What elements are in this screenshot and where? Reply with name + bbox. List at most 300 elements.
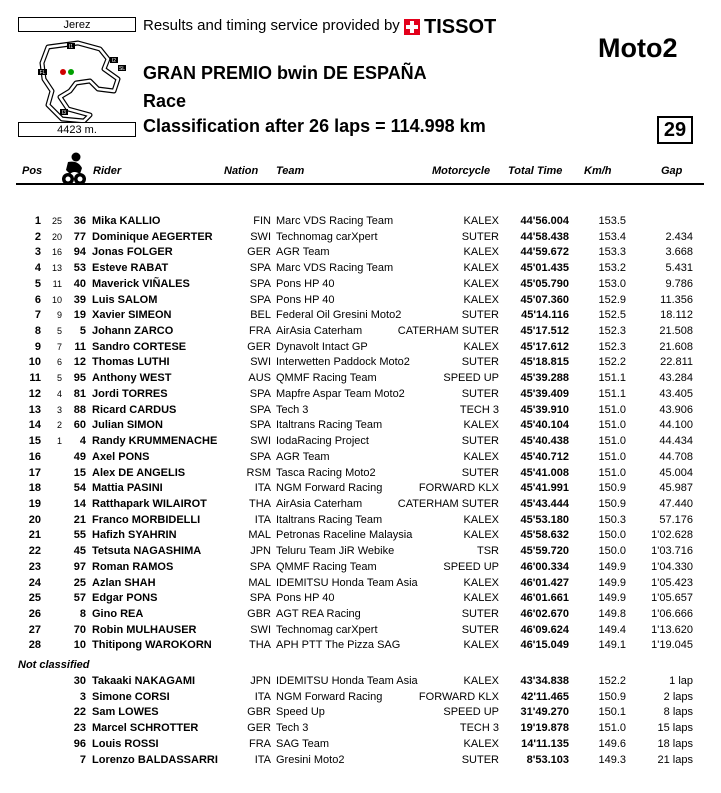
row-kmh: 151.1 <box>598 372 626 385</box>
row-kmh: 151.0 <box>598 403 626 416</box>
row-number: 19 <box>73 309 86 322</box>
row-kmh: 152.2 <box>598 356 626 369</box>
row-gap: 18 laps <box>657 737 693 750</box>
row-rider: Louis ROSSI <box>92 737 159 750</box>
table-row <box>0 545 721 560</box>
row-gap: 22.811 <box>660 356 693 369</box>
row-rider: Luis SALOM <box>92 293 158 306</box>
row-nation: ITA <box>254 690 271 703</box>
row-motorcycle: KALEX <box>463 215 499 227</box>
row-team: Gresini Moto2 <box>276 753 345 766</box>
row-team: Tech 3 <box>276 722 309 735</box>
table-row <box>0 388 721 403</box>
row-pos: 22 <box>28 545 41 558</box>
row-grid: 25 <box>51 216 62 226</box>
marker-i3: I3 <box>61 110 67 116</box>
row-grid: 1 <box>56 436 62 447</box>
row-gap: 9.786 <box>665 277 693 290</box>
row-motorcycle: KALEX <box>463 675 499 687</box>
row-motorcycle: SUTER <box>461 753 499 766</box>
row-team: IDEMITSU Honda Team Asia <box>276 576 418 589</box>
row-kmh: 151.0 <box>598 450 626 463</box>
row-team: Teluru Team JiR Webike <box>276 545 395 558</box>
table-row <box>0 675 721 690</box>
row-motorcycle: KALEX <box>463 262 499 275</box>
row-nation: SPA <box>249 419 271 432</box>
row-motorcycle: SUTER <box>461 466 499 479</box>
row-total-time: 46'02.670 <box>520 608 569 620</box>
row-pos: 17 <box>28 466 41 479</box>
row-pos: 26 <box>28 608 41 620</box>
row-team: Technomag carXpert <box>276 230 378 243</box>
row-number: 55 <box>73 529 86 542</box>
row-gap: 21 laps <box>657 753 693 766</box>
row-kmh: 153.4 <box>598 230 626 243</box>
row-nation: GBR <box>247 608 271 620</box>
row-team: NGM Forward Racing <box>276 690 383 703</box>
row-total-time: 31'49.270 <box>520 706 569 719</box>
circuit-name: Jerez <box>18 17 136 32</box>
row-total-time: 8'53.103 <box>526 753 569 766</box>
row-kmh: 149.1 <box>598 639 626 652</box>
row-rider: Franco MORBIDELLI <box>92 513 201 526</box>
marker-sl: SL <box>118 66 126 72</box>
row-motorcycle: KALEX <box>463 340 499 353</box>
row-motorcycle: KALEX <box>463 737 499 750</box>
row-total-time: 46'00.334 <box>520 560 569 573</box>
row-rider: Roman RAMOS <box>92 560 174 573</box>
row-nation: MAL <box>248 529 271 542</box>
row-gap: 2.434 <box>665 230 693 243</box>
row-kmh: 151.0 <box>598 466 626 479</box>
row-gap: 44.100 <box>659 419 693 432</box>
row-total-time: 45'07.360 <box>520 293 569 306</box>
row-rider: Axel PONS <box>92 450 150 463</box>
class-title: Moto2 <box>598 33 678 63</box>
row-gap: 1'13.620 <box>651 623 693 636</box>
row-motorcycle: KALEX <box>463 419 499 432</box>
row-number: 49 <box>73 450 86 463</box>
row-number: 81 <box>73 387 86 400</box>
row-total-time: 45'17.612 <box>520 340 569 353</box>
row-team: AGR Team <box>276 246 330 259</box>
row-team: QMMF Racing Team <box>276 560 377 573</box>
row-nation: FIN <box>253 215 271 227</box>
row-kmh: 151.0 <box>598 435 626 448</box>
table-row <box>0 325 721 340</box>
row-pos: 8 <box>34 325 41 338</box>
session-name: Race <box>143 91 187 111</box>
row-kmh: 149.4 <box>598 623 626 636</box>
row-pos: 10 <box>28 356 41 369</box>
row-pos: 28 <box>28 639 41 652</box>
row-kmh: 149.9 <box>598 592 626 605</box>
table-row <box>0 435 721 450</box>
table-row <box>0 608 721 623</box>
row-grid: 5 <box>56 326 62 337</box>
table-row <box>0 738 721 753</box>
col-motorcycle: Motorcycle <box>432 165 491 177</box>
row-kmh: 151.0 <box>598 722 626 735</box>
table-row <box>0 561 721 576</box>
row-number: 77 <box>73 230 86 243</box>
row-rider: Sandro CORTESE <box>92 340 187 353</box>
col-nation: Nation <box>224 165 259 177</box>
row-total-time: 45'53.180 <box>520 513 569 526</box>
row-motorcycle: SUTER <box>461 623 499 636</box>
row-grid: 4 <box>56 388 62 399</box>
row-rider: Azlan SHAH <box>92 576 156 589</box>
table-row <box>0 467 721 482</box>
row-motorcycle: SPEED UP <box>443 372 499 385</box>
row-kmh: 149.6 <box>598 737 626 750</box>
row-team: Pons HP 40 <box>276 592 335 605</box>
row-nation: JPN <box>250 545 271 558</box>
row-pos: 13 <box>28 403 41 416</box>
row-gap: 45.004 <box>659 466 693 479</box>
row-team: AGT REA Racing <box>276 608 361 620</box>
table-row <box>0 451 721 466</box>
motorcycle-rider-icon <box>60 152 88 186</box>
row-pos: 24 <box>28 576 41 589</box>
row-gap: 1'06.666 <box>651 608 693 620</box>
row-pos: 5 <box>34 277 41 290</box>
row-total-time: 43'34.838 <box>520 675 569 687</box>
row-kmh: 150.3 <box>598 513 626 526</box>
row-kmh: 153.0 <box>598 277 626 290</box>
table-row <box>0 754 721 769</box>
row-gap: 1'05.657 <box>651 592 693 605</box>
row-rider: Julian SIMON <box>92 419 163 432</box>
row-nation: JPN <box>250 675 271 687</box>
row-kmh: 150.1 <box>598 706 626 719</box>
brand-text: TISSOT <box>424 15 497 38</box>
table-row <box>0 341 721 356</box>
row-team: IDEMITSU Honda Team Asia <box>276 675 418 687</box>
row-gap: 57.176 <box>659 513 693 526</box>
row-nation: SPA <box>249 277 271 290</box>
row-motorcycle: SUTER <box>461 356 499 369</box>
row-gap: 2 laps <box>663 690 693 703</box>
row-number: 22 <box>73 706 86 719</box>
row-total-time: 45'17.512 <box>520 325 569 338</box>
row-rider: Johann ZARCO <box>92 325 174 338</box>
row-nation: GER <box>247 246 271 259</box>
col-kmh: Km/h <box>584 165 612 177</box>
row-nation: AUS <box>248 372 271 385</box>
row-number: 12 <box>73 356 86 369</box>
row-nation: SPA <box>249 293 271 306</box>
row-number: 23 <box>73 722 86 735</box>
table-row <box>0 404 721 419</box>
row-team: AirAsia Caterham <box>276 325 363 338</box>
tissot-logo <box>404 16 496 38</box>
row-number: 70 <box>73 623 86 636</box>
row-rider: Ricard CARDUS <box>92 403 177 416</box>
row-nation: RSM <box>246 466 271 479</box>
row-kmh: 150.9 <box>598 690 626 703</box>
row-number: 95 <box>73 372 86 385</box>
col-rider: Rider <box>93 165 122 177</box>
row-motorcycle: KALEX <box>463 529 499 542</box>
row-rider: Tetsuta NAGASHIMA <box>92 545 202 558</box>
row-grid: 10 <box>51 294 62 305</box>
row-rider: Hafizh SYAHRIN <box>92 529 177 542</box>
row-number: 21 <box>73 513 86 526</box>
row-kmh: 153.2 <box>598 262 626 275</box>
row-motorcycle: KALEX <box>463 293 499 306</box>
row-motorcycle: KALEX <box>463 576 499 589</box>
row-pos: 11 <box>29 372 41 385</box>
row-pos: 25 <box>28 592 41 605</box>
row-number: 94 <box>73 246 86 259</box>
not-classified-label: Not classified <box>18 659 90 671</box>
row-pos: 21 <box>28 529 41 542</box>
row-kmh: 150.0 <box>598 529 626 542</box>
row-motorcycle: SUTER <box>461 387 499 400</box>
row-total-time: 19'19.878 <box>520 722 569 735</box>
row-nation: SPA <box>249 262 271 275</box>
row-number: 40 <box>73 277 86 290</box>
row-pos: 6 <box>34 293 41 306</box>
row-pos: 12 <box>28 387 41 400</box>
table-row <box>0 419 721 434</box>
row-kmh: 149.3 <box>598 753 626 766</box>
row-total-time: 45'41.008 <box>520 466 569 479</box>
row-rider: Esteve RABAT <box>92 262 169 275</box>
row-rider: Alex DE ANGELIS <box>92 466 186 479</box>
table-row <box>0 577 721 592</box>
row-number: 54 <box>73 482 86 495</box>
marker-fl: FL <box>39 70 46 76</box>
row-gap: 1'05.423 <box>651 576 693 589</box>
header-divider <box>16 183 704 185</box>
row-total-time: 45'18.815 <box>520 356 569 369</box>
row-gap: 1'02.628 <box>651 529 693 542</box>
row-kmh: 149.9 <box>598 576 626 589</box>
row-number: 7 <box>79 753 86 766</box>
row-team: QMMF Racing Team <box>276 372 377 385</box>
table-row <box>0 639 721 654</box>
table-row <box>0 706 721 721</box>
row-kmh: 149.9 <box>598 560 626 573</box>
table-row <box>0 278 721 293</box>
row-grid: 9 <box>56 310 62 321</box>
row-kmh: 153.5 <box>598 215 626 227</box>
row-rider: Ratthapark WILAIROT <box>92 497 207 510</box>
row-motorcycle: KALEX <box>463 277 499 290</box>
row-gap: 45.987 <box>659 482 693 495</box>
row-motorcycle: KALEX <box>463 513 499 526</box>
row-total-time: 45'40.712 <box>520 450 569 463</box>
row-total-time: 44'56.004 <box>520 215 569 227</box>
row-number: 15 <box>73 466 86 479</box>
row-rider: Marcel SCHROTTER <box>92 722 199 735</box>
row-rider: Dominique AEGERTER <box>92 230 213 243</box>
row-team: Speed Up <box>276 706 325 719</box>
row-rider: Simone CORSI <box>92 690 170 703</box>
row-number: 3 <box>79 690 86 703</box>
row-nation: SPA <box>249 450 271 463</box>
row-rider: Mika KALLIO <box>92 215 161 227</box>
table-row <box>0 624 721 639</box>
row-gap: 1 lap <box>669 675 693 687</box>
row-rider: Takaaki NAKAGAMI <box>92 675 196 687</box>
row-team: Dynavolt Intact GP <box>276 340 368 353</box>
row-total-time: 44'58.438 <box>520 230 569 243</box>
row-team: NGM Forward Racing <box>276 482 383 495</box>
table-row <box>0 529 721 544</box>
row-kmh: 152.3 <box>598 340 626 353</box>
row-gap: 1'19.045 <box>651 639 693 652</box>
row-nation: THA <box>249 497 271 510</box>
row-motorcycle: KALEX <box>463 246 499 259</box>
row-motorcycle: TECH 3 <box>459 403 499 416</box>
row-team: Marc VDS Racing Team <box>276 215 394 227</box>
row-number: 57 <box>73 592 86 605</box>
row-rider: Xavier SIMEON <box>92 309 172 322</box>
table-row <box>0 294 721 309</box>
row-pos: 2 <box>34 230 41 243</box>
row-motorcycle: CATERHAM SUTER <box>397 325 499 338</box>
table-row <box>0 231 721 246</box>
row-nation: SWI <box>250 623 271 636</box>
row-gap: 8 laps <box>663 706 693 719</box>
row-number: 8 <box>79 608 86 620</box>
row-motorcycle: CATERHAM SUTER <box>397 497 499 510</box>
row-team: Interwetten Paddock Moto2 <box>276 356 410 369</box>
row-rider: Mattia PASINI <box>92 482 163 495</box>
row-pos: 14 <box>28 419 41 432</box>
row-grid: 6 <box>56 357 62 368</box>
row-total-time: 45'40.438 <box>520 435 569 448</box>
row-team: Pons HP 40 <box>276 293 335 306</box>
row-team: AirAsia Caterham <box>276 497 363 510</box>
row-team: AGR Team <box>276 450 330 463</box>
row-nation: ITA <box>254 513 271 526</box>
row-kmh: 150.9 <box>598 497 626 510</box>
row-motorcycle: SUTER <box>461 230 499 243</box>
row-nation: GER <box>247 722 271 735</box>
row-gap: 44.708 <box>659 450 693 463</box>
row-total-time: 46'09.624 <box>520 623 569 636</box>
row-nation: FRA <box>249 737 271 750</box>
row-nation: SPA <box>249 387 271 400</box>
row-kmh: 150.9 <box>598 482 626 495</box>
marker-i2: I2 <box>111 58 117 64</box>
row-nation: BEL <box>250 309 271 322</box>
row-motorcycle: KALEX <box>463 450 499 463</box>
row-gap: 21.508 <box>659 325 693 338</box>
row-grid: 16 <box>51 247 62 258</box>
row-total-time: 44'59.672 <box>520 246 569 259</box>
row-motorcycle: FORWARD KLX <box>418 482 499 495</box>
row-number: 45 <box>73 545 86 558</box>
row-gap: 3.668 <box>665 246 693 259</box>
marker-i1: I1 <box>68 44 74 50</box>
row-number: 36 <box>73 215 86 227</box>
row-nation: GBR <box>247 706 271 719</box>
row-team: Technomag carXpert <box>276 623 378 636</box>
row-motorcycle: SUTER <box>461 435 499 448</box>
row-gap: 47.440 <box>659 497 693 510</box>
row-pos: 18 <box>28 482 41 495</box>
row-gap: 11.356 <box>660 293 693 306</box>
row-team: Federal Oil Gresini Moto2 <box>276 309 402 322</box>
row-rider: Randy KRUMMENACHE <box>92 435 218 448</box>
row-total-time: 45'41.991 <box>520 482 569 495</box>
timing-service-text: Results and timing service provided by <box>143 17 400 34</box>
row-motorcycle: KALEX <box>463 592 499 605</box>
row-gap: 21.608 <box>659 340 693 353</box>
row-motorcycle: SUTER <box>461 608 499 620</box>
row-number: 39 <box>73 293 86 306</box>
row-nation: MAL <box>248 576 271 589</box>
row-team: Tasca Racing Moto2 <box>276 466 376 479</box>
row-total-time: 45'39.409 <box>520 387 569 400</box>
row-kmh: 152.2 <box>598 675 626 687</box>
row-team: SAG Team <box>276 737 329 750</box>
row-team: APH PTT The Pizza SAG <box>276 639 401 652</box>
row-kmh: 151.0 <box>598 419 626 432</box>
col-team: Team <box>276 165 305 177</box>
row-rider: Jonas FOLGER <box>92 246 173 259</box>
row-number: 4 <box>79 435 86 448</box>
table-row <box>0 356 721 371</box>
row-number: 14 <box>73 497 86 510</box>
table-row <box>0 309 721 324</box>
row-total-time: 46'01.661 <box>520 592 569 605</box>
row-grid: 5 <box>56 373 62 384</box>
row-pos: 20 <box>28 513 41 526</box>
row-gap: 43.405 <box>659 387 693 400</box>
row-kmh: 152.3 <box>598 325 626 338</box>
row-number: 25 <box>73 576 86 589</box>
row-kmh: 149.8 <box>598 608 626 620</box>
row-total-time: 45'39.910 <box>520 403 569 416</box>
table-row <box>0 215 721 230</box>
row-gap: 44.434 <box>659 435 693 448</box>
col-total-time: Total Time <box>508 165 563 177</box>
row-motorcycle: TECH 3 <box>459 722 499 735</box>
row-rider: Thomas LUTHI <box>92 356 170 369</box>
row-nation: ITA <box>254 753 271 766</box>
row-team: Marc VDS Racing Team <box>276 262 394 275</box>
row-total-time: 45'43.444 <box>520 497 569 510</box>
row-grid: 2 <box>56 420 62 431</box>
row-gap: 18.112 <box>660 309 693 322</box>
row-number: 88 <box>73 403 86 416</box>
row-motorcycle: SUTER <box>461 309 499 322</box>
row-team: Pons HP 40 <box>276 277 335 290</box>
row-nation: THA <box>249 639 271 652</box>
row-number: 11 <box>74 340 86 353</box>
row-gap: 5.431 <box>665 262 693 275</box>
table-row <box>0 498 721 513</box>
row-number: 97 <box>73 560 86 573</box>
row-total-time: 46'01.427 <box>520 576 569 589</box>
row-nation: SWI <box>250 356 271 369</box>
row-nation: SWI <box>250 230 271 243</box>
row-rider: Lorenzo BALDASSARRI <box>92 753 218 766</box>
row-rider: Jordi TORRES <box>92 387 168 400</box>
page-number: 29 <box>657 116 693 144</box>
table-row <box>0 372 721 387</box>
row-pos: 15 <box>28 435 41 448</box>
row-total-time: 45'39.288 <box>520 372 569 385</box>
row-gap: 43.906 <box>659 403 693 416</box>
row-nation: SPA <box>249 592 271 605</box>
